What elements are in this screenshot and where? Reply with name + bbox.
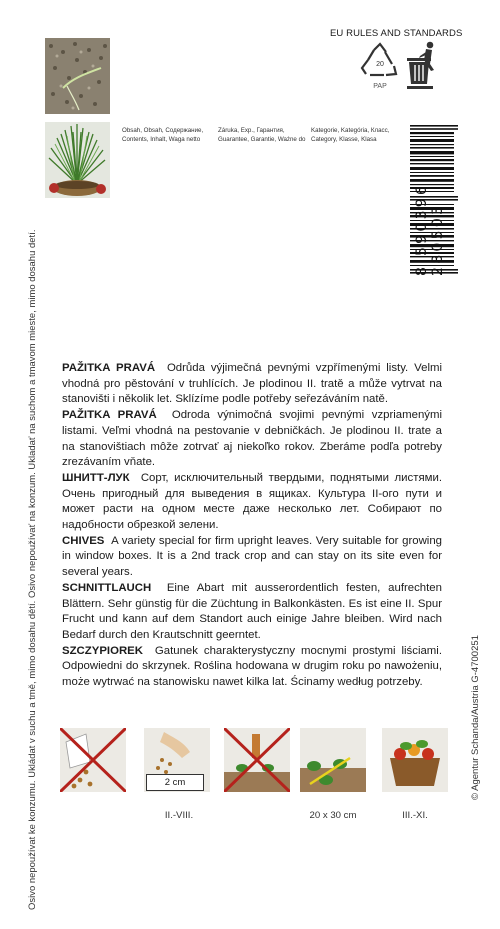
plant-spacing-icon bbox=[300, 728, 366, 792]
barcode-number: 8 590396 280503 bbox=[414, 182, 446, 276]
sowing-period: II.-VIII. bbox=[164, 810, 194, 821]
waste-bin-icon bbox=[404, 40, 444, 90]
description-sk: PAŽITKA PRAVÁ Odroda výnimočná svojimi pevnými vzpriamenými listami. Veľmi vhodná na pestovanie v debničkách. Je plodinou II. trate a na stanovištiach môže zotrvať aj niekoľko rokov. Zberáme podľa potreby zrezávaním vňate. bbox=[62, 409, 443, 469]
description-de: SCHNITTLAUCH Eine Abart mit ausserordentlich festen, aufrechten Blättern. Sehr günstig für die Züchtung in Balkonkästen. Es ist eine II. Spur Frucht und kann auf dem Standort auch einige Jahre bleiben. Wird nach Bedarf durch den Krautschnitt geerntet. bbox=[62, 581, 442, 641]
harvest-period: III.-XI. bbox=[402, 810, 428, 821]
pap-label: PAP bbox=[373, 83, 387, 90]
copyright-text: © Agentur Schanda/Austria G-4700251 bbox=[470, 635, 481, 800]
spacing-label: 20 x 30 cm bbox=[309, 810, 357, 821]
description-pl: SZCZYPIOREK Gatunek charakterystyczny mocnymi prostymi liściami. Odpowiedni do skrzynek. Roślina hodowana w drugim roku po nawożeniu, może wytrwać na stanowisku nawet kilka lat. Ścinamy według potrzeby. bbox=[62, 644, 442, 689]
contents-label: Obsah, Obsah, Содержание, Contents, Inhalt, Waga netto bbox=[122, 127, 204, 143]
category-label: Kategorie, Kategória, Класс, Category, Klasse, Klasa bbox=[311, 127, 390, 143]
sowing-depth-icon bbox=[144, 728, 210, 792]
sowing-depth-label: 2 cm bbox=[146, 774, 204, 791]
no-direct-sowing-icon bbox=[60, 728, 126, 792]
seeds-photo bbox=[45, 38, 110, 114]
svg-text:20: 20 bbox=[376, 61, 384, 68]
description-ru: ШНИТТ-ЛУК Сорт, исключительный твердыми, поднятыми листями. Очень пригодный для выведения в ящиках. Культура II-ого пути и может расти на одном месте даже несколько лет. Собирают по надобности обрезкой зелени. bbox=[62, 471, 442, 532]
description-en: CHIVES A variety special for firm upright leaves. Very suitable for growing in window boxes. It is a 2nd track crop and can stay on its site even for several years. bbox=[62, 534, 442, 579]
eu-rules-title: EU RULES AND STANDARDS bbox=[330, 28, 463, 39]
recycle-icon bbox=[358, 42, 402, 90]
description-block bbox=[62, 361, 442, 691]
chives-plant-photo bbox=[45, 122, 110, 198]
no-thinning-icon bbox=[224, 728, 290, 792]
guarantee-label: Záruka, Exp., Гарантия, Guarantee, Garantie, Ważne do bbox=[218, 127, 306, 143]
description-cs: PAŽITKA PRAVÁ Odrůda výjimečná pevnými vzpřímenými listy. Velmi vhodná pro pěstování v truhlících. Je plodinou II. tratě a může vytrvat na stanovišti i několik let. Sklízíme podle potřeby seřezáváním natě. bbox=[62, 362, 443, 406]
storage-warning-text: Osivo nepoužívat ke konzumu. Ukládat v suchu a tmě, mimo dosahu dětí. Osivo nepoužívať na konzum. Ukladať na suchom a tmavom mieste, mimo dosahu detí. bbox=[26, 229, 37, 910]
harvest-basket-icon bbox=[382, 728, 448, 792]
